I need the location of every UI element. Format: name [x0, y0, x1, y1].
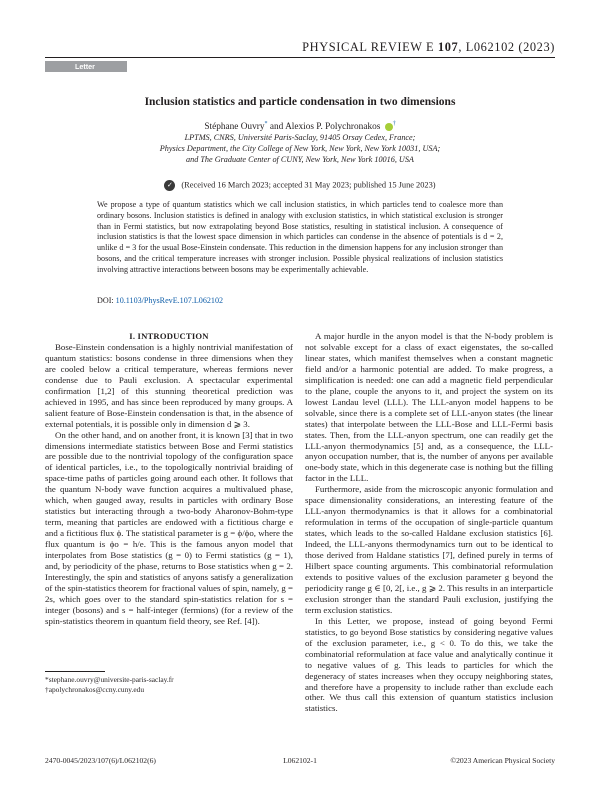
doi-line	[97, 296, 223, 305]
paper-title: Inclusion statistics and particle condensation in two dimensions	[144, 96, 456, 108]
journal-volume: 107	[437, 40, 459, 54]
author-conjunction: and	[269, 122, 284, 133]
author-2-mark[interactable]: †	[392, 121, 396, 127]
journal-name: PHYSICAL REVIEW E	[302, 40, 435, 54]
affiliation-line: LPTMS, CNRS, Université Paris-Saclay, 91405 Orsay Cedex, France;	[184, 133, 416, 142]
author-1[interactable]: Stéphane Ouvry	[204, 122, 265, 133]
header-rule	[45, 57, 555, 58]
right-column	[305, 331, 553, 714]
journal-header: PHYSICAL REVIEW E 107, L062102 (2023)	[302, 40, 555, 54]
article-number: L062102 (2023)	[465, 40, 555, 54]
section-heading: I. INTRODUCTION	[129, 331, 209, 341]
paragraph: In this Letter, we propose, instead of going beyond Fermi statistics, to go beyond Bose statistics by considering negative values of the exclusion parameter, i.e., g < 0. To do this, we take the combinatorial reformulation at face value and analytically continue it to negative values of g. This leads to particles for which the degeneracy of states increases when they occupy neighboring states, and therefore have a propensity to include rather than exclude each other. We thus call this extension of quantum statistics inclusion statistics.	[305, 615, 553, 714]
author-1-mark[interactable]: *	[264, 121, 268, 127]
affiliation-line: Physics Department, the City College of New York, New York, New York 10031, USA;	[159, 143, 441, 153]
article-type-tab: Letter	[45, 61, 127, 72]
footnote-email-2[interactable]: †apolychronakos@ccny.cuny.edu	[45, 685, 145, 694]
author-list	[45, 121, 555, 132]
affiliation-line: and The Graduate Center of CUNY, New York, New York 10016, USA	[186, 154, 414, 164]
paragraph: On the other hand, and on another front, it is known [3] that in two dimensions intermediate statistics between Bose and Fermi statistics are possible due to the nontrivial topology of the configuration space of identical particles, i.e., to the topologically nontrivial braiding of space-time paths of particles going around each other. It follows that the quantum N-body wave function acquires a multivalued phase, which, when gauged away, results in particles with ordinary Bose statistics but interacting through a two-body Aharonov-Bohm-type term, meaning that particles are endowed with a fictitious charge e and a fictitious flux ϕ. The statistical parameter is g = ϕ/ϕo, where the flux quantum is ϕo = h/e. This is the famous anyon model that interpolates from Bose statistics (g = 0) to Fermi statistics (g = 1), and, by periodicity of the phase, returns to Bose statistics when g = 2. Interestingly, the spin and statistics of anyons satisfy a generalization of the spin-statistics theorem for fractional values of spin, namely, g = 2s, which goes over to the standard spin-statistics relation for s = integer (bosons) and s = half-integer (fermions) (for a review of the spin-statistics theorem in quantum field theory, see Ref. [4]).	[45, 429, 293, 626]
check-for-updates-icon[interactable]: ✓	[164, 180, 175, 191]
left-column	[45, 331, 293, 627]
author-2[interactable]: Alexios P. Polychronakos	[285, 122, 381, 133]
footnotes	[45, 671, 174, 695]
doi-link[interactable]: 10.1103/PhysRevE.107.L062102	[115, 296, 224, 305]
footnote-rule	[45, 671, 105, 672]
orcid-icon[interactable]	[385, 123, 393, 131]
received-text: (Received 16 March 2023; accepted 31 May 2023; published 15 June 2023)	[181, 180, 436, 190]
footnote-email-1[interactable]: *stephane.ouvry@universite-paris-saclay.fr	[45, 675, 174, 684]
doi-label: DOI:	[97, 296, 114, 305]
paragraph: Bose-Einstein condensation is a highly nontrivial manifestation of quantum statistics: bosons condense in three dimensions when they are cooled below a critical temperature, whereas fermions never condense due to Pauli exclusion. A spectacular experimental confirmation [1,2] of this stunning theoretical prediction was achieved in 1995, and has since been reproduced by many groups. A salient feature of Bose-Einstein condensation is that, in the absence of external potentials, it is possible only in dimension d ⩾ 3.	[45, 341, 293, 429]
footer-copyright: ©2023 American Physical Society	[450, 756, 555, 765]
paragraph: A major hurdle in the anyon model is that the N-body problem is not solvable except for a class of exact eigenstates, the so-called linear states, which manifest themselves when a constant magnetic field and/or a harmonic potential are added. To make progress, a simplification is needed: one can add a magnetic field perpendicular to the plane, couple the anyons to it, and project the system on its lowest Landau level (LLL). The LLL-anyon model happens to be solvable, since there is a complete set of LLL-anyon states (the linear states) that interpolate between the LLL-Bose and LLL-Fermi basis states. Then, from the LLL-anyon spectrum, one can readily get the LLL-anyon thermodynamics [5] and, as a consequence, the LLL-anyon occupation number, that is, the number of anyons per available one-body state, which in this degenerate case is nothing but the filling factor in the LLL.	[305, 331, 553, 484]
abstract: We propose a type of quantum statistics which we call inclusion statistics, in which particles tend to coalesce more than ordinary bosons. Inclusion statistics is defined in analogy with exclusion statistics, in which statistical exclusion is stronger than in Fermi statistics, but now extrapolating beyond Bose statistics, resulting in statistical inclusion. A consequence of inclusion statistics is that the lowest space dimension in which particles can condense in the absence of potentials is d = 2, unlike d = 3 for the usual Bose-Einstein condensate. This reduction in the dimension happens for any inclusion stronger than bosons, and the critical temperature increases with stronger inclusion. Possible physical realizations of inclusion statistics involving attractive interactions between bosons may be experimentally achievable.	[97, 200, 503, 274]
footer-issn: 2470-0045/2023/107(6)/L062102(6)	[45, 756, 156, 765]
paragraph: Furthermore, aside from the microscopic anyonic formulation and space dimensionality considerations, an interesting feature of the LLL-anyon thermodynamics is that it allows for a combinatorial reformulation in terms of the occupation of single-particle quantum states, which leads to the so-called Haldane exclusion statistics [6]. Indeed, the LLL-anyons thermodynamics turn out to be identical to those derived from Haldane statistics [7], defined purely in terms of Hilbert space counting arguments. This combinatorial reformulation extends to positive values of the exclusion parameter g beyond the periodicity range g ∈ [0, 2[, i.e., g ⩾ 2. This results in an interparticle exclusion stronger than the standard Pauli exclusion, justifying the term exclusion statistics.	[305, 484, 553, 615]
affiliations	[45, 133, 555, 165]
footer-page-number: L062102-1	[283, 756, 317, 765]
received-dates	[45, 180, 555, 191]
